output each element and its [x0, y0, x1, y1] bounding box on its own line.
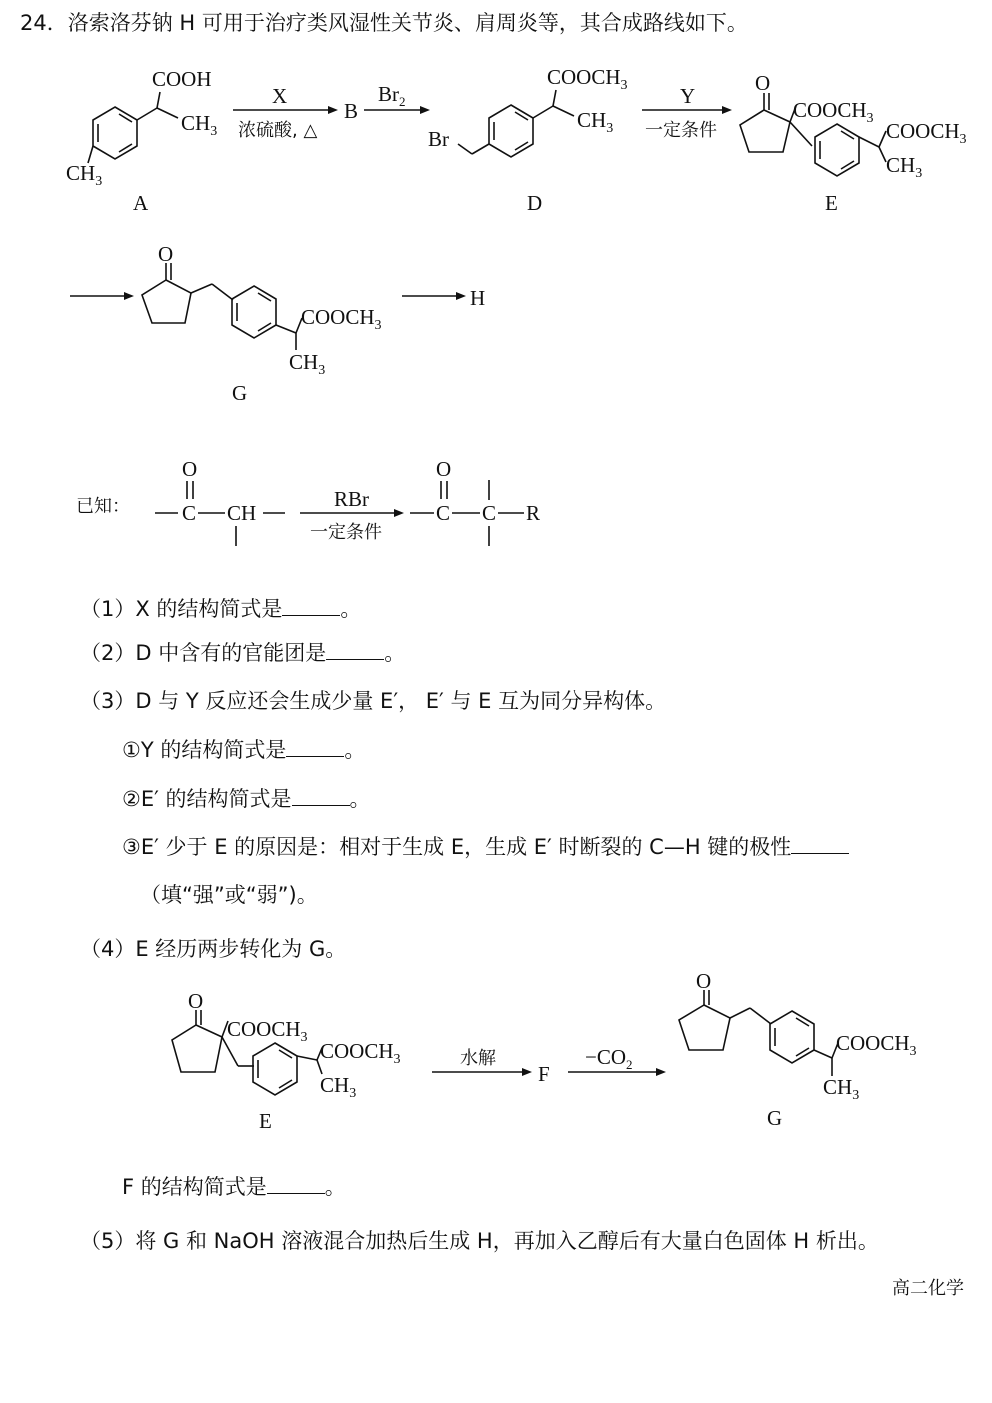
compound-label-e: E: [825, 191, 838, 215]
svg-text:COOCH3: $COOCH_3$: [793, 98, 874, 126]
br-atom: Br: [428, 127, 449, 151]
cooch3-group: COOCH: [320, 1039, 394, 1063]
question-3-2: ②E′ 的结构简式是 。: [122, 787, 371, 811]
answer-blank[interactable]: [267, 1175, 325, 1194]
condition-hydrolysis: 水解: [460, 1048, 496, 1069]
svg-text:Br2: $Br_2$: [378, 82, 406, 109]
question-3: （3）D 与 Y 反应还会生成少量 E′， E′ 与 E 互为同分异构体。: [80, 689, 667, 713]
page-footer: 高二化学: [892, 1278, 964, 1299]
svg-text:COOCH3: $COOCH_3$: [227, 1017, 308, 1045]
ch3-group: CH: [289, 350, 319, 374]
question-number: 24．: [20, 11, 68, 35]
r-group: R: [526, 501, 541, 525]
compound-a-structure: [66, 67, 217, 215]
cooch3-group: COOCH: [227, 1017, 301, 1041]
svg-text:CH3: $CH_3$: [181, 111, 218, 139]
question-2: （2）D 中含有的官能团是 。: [80, 641, 406, 665]
svg-text:CH3: $CH_3$: [289, 350, 326, 378]
question-3-3-note: （填“强”或“弱”)。: [140, 883, 318, 907]
compound-label-a: A: [133, 191, 149, 215]
carbonyl-o: O: [436, 457, 452, 481]
compound-label-h: H: [470, 286, 486, 310]
question-3-3: ③E′ 少于 E 的原因是：相对于生成 E，生成 E′ 时断裂的 C—H 键的极性: [122, 834, 849, 860]
svg-text:COOCH3: $COOCH_3$: [320, 1039, 401, 1067]
carbonyl-o: O: [182, 457, 198, 481]
svg-text:−CO2: $-CO_2$: [585, 1045, 633, 1072]
ch3-group: CH: [66, 161, 96, 185]
ch3-group: CH: [181, 111, 211, 135]
question-4-f: F 的结构简式是 。: [122, 1175, 346, 1199]
condition-certain: 一定条件: [645, 120, 717, 141]
svg-text:CH3: $CH_3$: [886, 153, 923, 181]
question-1: （1）X 的结构简式是 。: [80, 597, 362, 621]
cooh-group: COOH: [152, 67, 212, 91]
svg-text:COOCH3: $COOCH_3$: [836, 1031, 917, 1059]
reaction-arrow-4: [70, 292, 134, 300]
svg-text:COOCH3: $COOCH_3$: [301, 305, 382, 333]
q4-compound-e: [172, 989, 401, 1133]
cooch3-group: COOCH: [793, 98, 867, 122]
question-3-1: ①Y 的结构简式是 。: [122, 738, 366, 762]
cooch3-group: COOCH: [886, 119, 960, 143]
ch-group: CH: [227, 501, 257, 525]
compound-label-e: E: [259, 1109, 272, 1133]
reagent-rbr: RBr: [334, 487, 370, 511]
condition-conc-h2so4: 浓硫酸, △: [238, 120, 318, 141]
question-5: （5）将 G 和 NaOH 溶液混合加热后生成 H，再加入乙醇后有大量白色固体 H 析出。: [80, 1229, 879, 1253]
q4-compound-g: [679, 969, 917, 1130]
carbon-atom: C: [182, 501, 197, 525]
known-label: 已知：: [76, 496, 130, 517]
answer-blank[interactable]: [791, 835, 849, 854]
compound-label-g: G: [232, 381, 248, 405]
compound-label-g: G: [767, 1106, 783, 1130]
q4-arrow-decarboxylation: [568, 1045, 666, 1076]
q4-arrow-hydrolysis: [432, 1048, 532, 1076]
cooch3-group: COOCH: [547, 65, 621, 89]
compound-label-f: F: [538, 1062, 550, 1086]
compound-g-structure: [142, 242, 382, 405]
reagent-x: X: [272, 84, 288, 108]
ch3-group: CH: [577, 108, 607, 132]
reaction-arrow-2: [364, 82, 430, 114]
cooch3-group: COOCH: [301, 305, 375, 329]
ch3-group: CH: [823, 1075, 853, 1099]
reaction-arrow-3: [642, 84, 732, 141]
compound-label-b: B: [344, 99, 359, 123]
ketone-o: O: [696, 969, 712, 993]
reagent-br2: Br: [378, 82, 399, 106]
compound-label-d: D: [527, 191, 543, 215]
ch3-group: CH: [886, 153, 916, 177]
svg-text:CH3: $CH_3$: [66, 161, 103, 189]
cooch3-group: COOCH: [836, 1031, 910, 1055]
ketone-o: O: [158, 242, 174, 266]
answer-blank[interactable]: [292, 787, 350, 806]
reagent-y: Y: [680, 84, 696, 108]
svg-text:CH3: $CH_3$: [577, 108, 614, 136]
condition-minus-co2: −CO: [585, 1045, 627, 1069]
known-reaction: [76, 457, 540, 546]
condition-certain: 一定条件: [310, 522, 382, 543]
carbon-atom: C: [482, 501, 497, 525]
svg-text:COOCH3: $COOCH_3$: [547, 65, 628, 93]
svg-text:CH3: $CH_3$: [320, 1073, 357, 1101]
svg-text:COOCH3: $COOCH_3$: [886, 119, 967, 147]
compound-e-structure: [740, 71, 967, 215]
reaction-arrow-5: [402, 292, 466, 300]
ketone-o: O: [755, 71, 771, 95]
carbon-atom: C: [436, 501, 451, 525]
ketone-o: O: [188, 989, 204, 1013]
answer-blank[interactable]: [326, 641, 384, 660]
answer-blank[interactable]: [282, 597, 340, 616]
question-4: （4）E 经历两步转化为 G。: [80, 937, 347, 961]
question-intro-text: 洛索洛芬钠 H 可用于治疗类风湿性关节炎、肩周炎等，其合成路线如下。: [67, 11, 748, 35]
ch3-group: CH: [320, 1073, 350, 1097]
reaction-arrow-1: [233, 84, 338, 141]
answer-blank[interactable]: [286, 738, 344, 757]
compound-d-structure: [428, 65, 628, 215]
svg-text:CH3: $CH_3$: [823, 1075, 860, 1103]
